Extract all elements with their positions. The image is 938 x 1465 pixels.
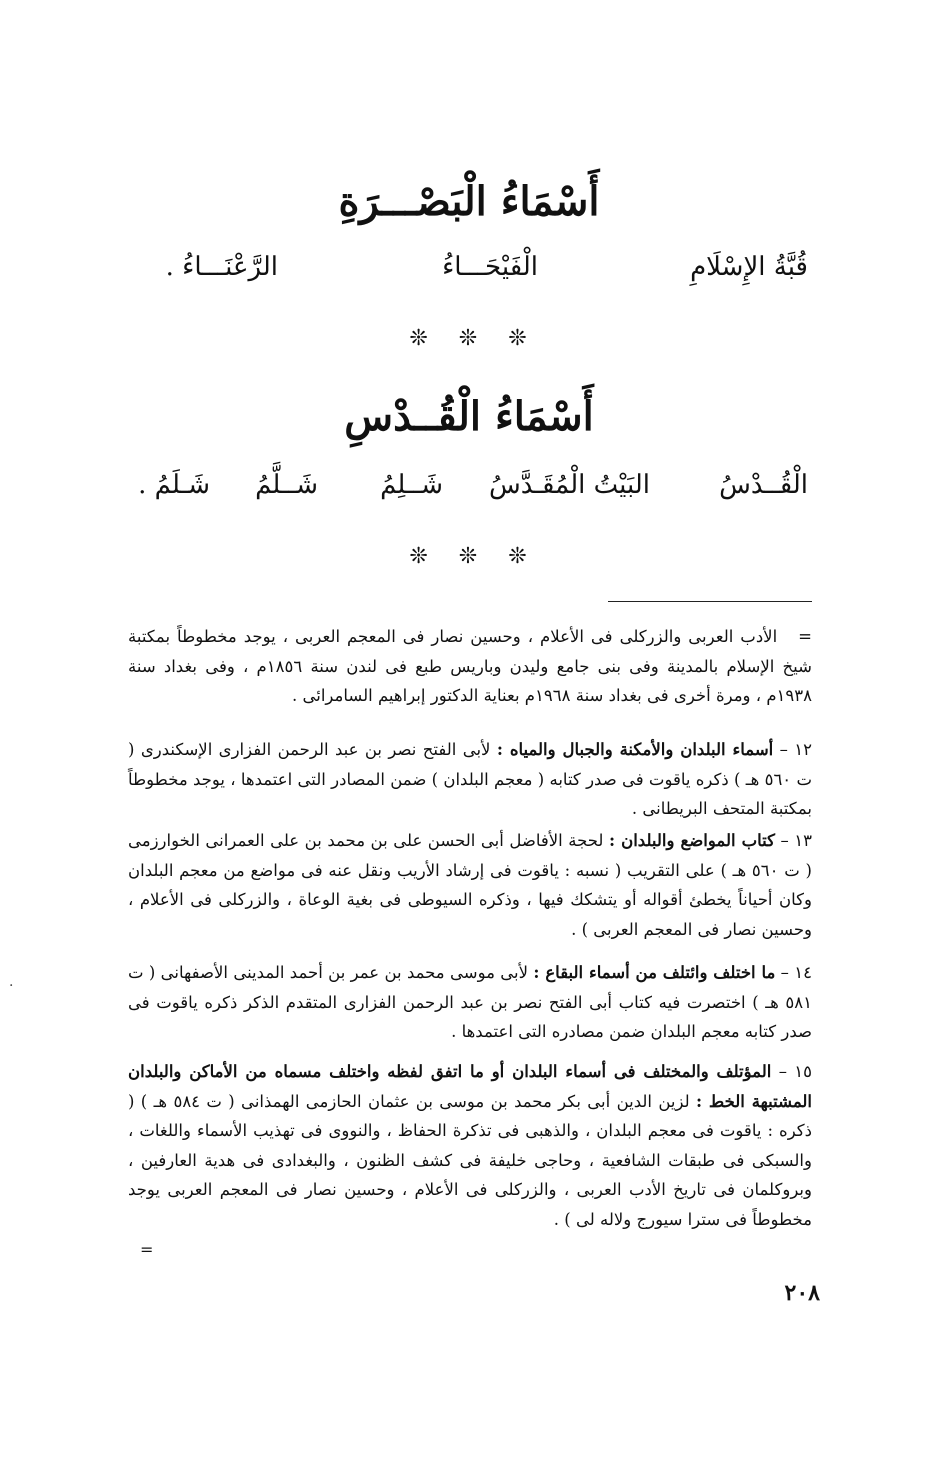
footnote-13-number: ١٣ –	[780, 831, 813, 850]
basra-names-heading: أَسْمَاءُ الْبَصْـــرَةِ	[338, 178, 600, 225]
basra-name-2: الْفَيْحَـــاءُ	[442, 252, 538, 282]
footnote-13-title: كتاب المواضع والبلدان :	[608, 831, 775, 850]
quds-names-heading: أَسْمَاءُ الْقُــدْسِ	[344, 393, 594, 440]
continuation-text: الأدب العربى والزركلى فى الأعلام ، وحسين نصار فى المعجم العربى ، يوجد مخطوطاً بمكتبة شيخ الإسلام بالمدينة وفى بنى جامع وليدن وباريس طبع فى لندن سنة ١٨٥٦م ، وفى بغداد سنة ١٩٣٨م ، ومرة أخرى فى بغداد سنة ١٩٦٨م بعناية الدكتور إبراهيم السامرائى .	[128, 627, 812, 705]
ornament-separator-2: ❊ ❊ ❊	[409, 544, 529, 569]
ornament-separator-1: ❊ ❊ ❊	[409, 326, 529, 351]
quds-name-4: شَــلَّمُ	[255, 470, 318, 500]
footnote-15-title: المؤتلف والمختلف فى أسماء البلدان أو ما اتفق لفظه واختلف مسماه من الأماكن والبلدان المشتبهة الخط :	[128, 1062, 812, 1111]
continuation-marker: =	[798, 627, 812, 646]
quds-name-1: الْقُــدْسُ	[719, 470, 808, 500]
quds-name-2: البَيْتُ الْمُقَـدَّسُ	[489, 470, 650, 500]
footnote-15-number: ١٥ –	[778, 1062, 813, 1081]
quds-name-5: شَـلَمُ .	[138, 470, 210, 500]
footnote-14-title: ما اختلف وائتلف من أسماء البقاع :	[533, 963, 776, 982]
continuation-marker-end: =	[140, 1240, 154, 1259]
quds-name-3: شَــلِمُ	[380, 470, 443, 500]
basra-name-3: الرَّعْنَـــاءُ .	[165, 252, 278, 282]
footnote-15-text: لزين الدين أبى بكر محمد بن موسى بن عثمان الحازمى الهمذانى ( ت ٥٨٤ هـ ) ( ذكره : ياقوت فى معجم البلدان ، والذهبى فى تذكرة الحفاظ ، والنووى فى تهذيب الأسماء واللغات ، والسبكى فى طبقات الشافعية ، وحاجى خليفة فى كشف الظنون ، والبغدادى فى هدية العارفين ، وبروكلمان فى تاريخ الأدب العربى ، والزركلى فى الأعلام ، وحسين نصار فى المعجم العربى يوجد مخطوطاً فى سترا سيورج ولاله لى ) .	[128, 1091, 812, 1229]
footnote-12-text: لأبى الفتح نصر بن عبد الرحمن الفزارى الإسكندرى ( ت ٥٦٠ هـ ) ذكره ياقوت فى صدر كتابه ( معجم البلدان ) ضمن المصادر التى اعتمدها ، يوجد مخطوطاً بمكتبة المتحف البريطانى .	[128, 740, 812, 818]
footnote-14-number: ١٤ –	[780, 963, 812, 982]
page-number: ٢٠٨	[784, 1280, 820, 1306]
footnote-13	[128, 826, 812, 944]
footnote-14	[128, 958, 812, 1047]
footnote-12	[128, 735, 812, 824]
footnote-rule	[608, 601, 812, 602]
basra-name-1: قُبَّةُ الإِسْلَامِ	[690, 252, 808, 282]
scan-speck: ·	[9, 978, 14, 994]
footnote-14-text: لأبى موسى محمد بن عمر بن أحمد المدينى الأصفهانى ( ت ٥٨١ هـ ) اختصرت فيه كتاب أبى الفتح نصر بن عبد الرحمن الفزارى المتقدم الذكر ذكره ياقوت فى صدر كتابه معجم البلدان ضمن مصادره التى اعتمدها .	[128, 963, 812, 1041]
footnote-12-number: ١٢ –	[779, 740, 812, 759]
footnote-12-title: أسماء البلدان والأمكنة والجبال والمياه :	[496, 740, 774, 759]
footnote-15	[128, 1057, 812, 1234]
footnote-13-text: لحجة الأفاضل أبى الحسن على بن محمد بن على العمرانى الخوارزمى ( ت ٥٦٠ هـ ) على التقريب ( نسبه : ياقوت فى إرشاد الأريب ونقل عنه فى مواضع من معجم البلدان وكان أحياناً يخطئ أقواله أو يتشكك فيها ، وذكره السيوطى فى بغية الوعاة ، والزركلى فى الأعلام ، وحسين نصار فى المعجم العربى ) .	[128, 831, 812, 939]
footnote-continuation	[128, 622, 812, 711]
